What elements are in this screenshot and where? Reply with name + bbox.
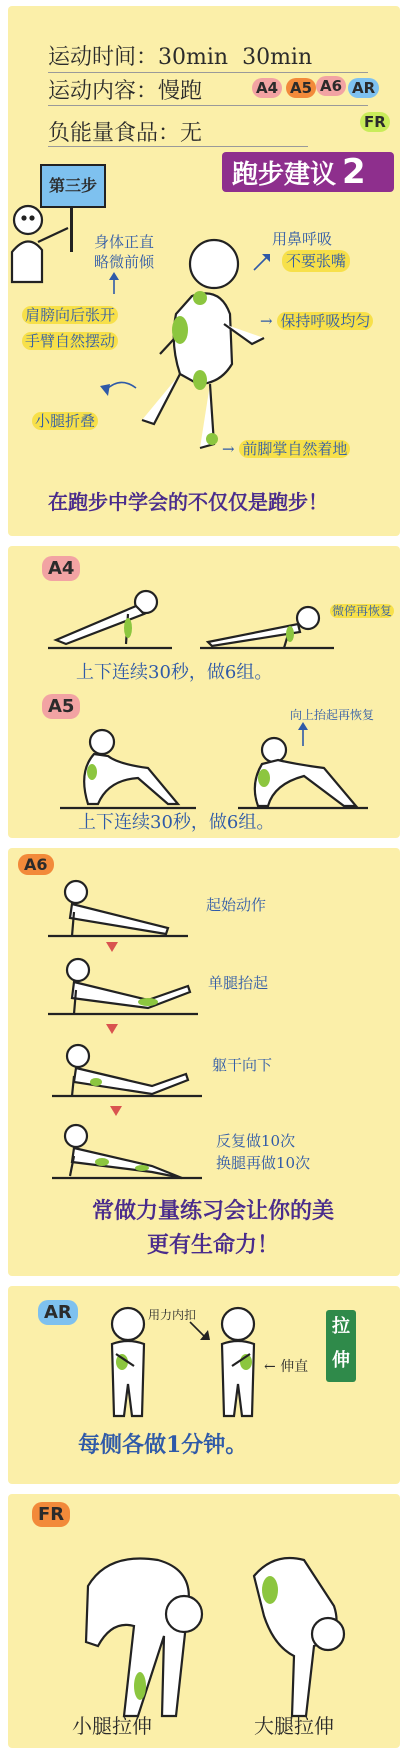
sign-pole [70,206,73,252]
shoulder-tip [22,302,118,354]
a5-code-chip: A5 [42,694,80,719]
ar-note-right [264,1356,308,1376]
fr-caption-left: 小腿拉伸 [72,1714,152,1738]
a6-step-2: 单腿抬起 [208,974,269,992]
fr-code-chip: FR [32,1502,70,1527]
stretch-tag-1: 拉 [332,1316,350,1337]
code-fr-chip: FR [360,112,390,132]
ar-panel [8,1286,400,1484]
a4-pushup-figure-1 [52,588,172,648]
time-value-2: 30min [242,45,313,70]
breathing-tip-line-1: 用鼻呼吸 [272,230,333,248]
fr-calf-stretch-figure [78,1546,208,1716]
a6-summary [48,1194,378,1262]
a6-panel [8,848,400,1276]
a5-note: 向上抬起再恢复 [290,708,375,722]
stretch-tag [326,1310,356,1382]
running-advice-panel [8,6,400,536]
a6-step-4a: 反复做10次 [216,1132,296,1150]
time-value-1: 30min [158,45,229,70]
a4-note-text: 微停再恢复 [332,604,393,618]
advice-title-banner [222,152,394,192]
code-a6-chip: A6 [316,76,346,96]
a4-code-chip: A4 [42,556,80,581]
a6-summary-line-2: 更有生命力！ [146,1232,279,1258]
posture-tip-line-1: 身体正直 [94,233,155,251]
shoulder-tip-line-2 [22,328,118,354]
breathing-tip [272,228,350,272]
advice-title: 跑步建议 [232,160,337,190]
ar-note-right-arrow: ← [264,1359,276,1375]
exercise-content-row [48,74,202,105]
code-ar-chip: AR [348,78,379,98]
step-sign-label: 第三步 [48,176,97,195]
a6-leg-raise-figure [48,956,198,1016]
fr-thigh-stretch-figure [234,1546,364,1716]
content-label: 运动内容： [48,79,159,104]
a6-step-1: 起始动作 [206,896,267,914]
posture-tip [94,232,154,272]
calf-tip-text: 小腿折叠 [32,412,98,430]
negative-food-row [48,116,202,147]
shoulder-tip-text-2: 手臂自然摆动 [22,332,118,350]
ar-note-right-text: 伸直 [280,1359,309,1375]
ruled-line [48,105,368,106]
food-label: 负能量食品： [48,121,181,146]
fr-panel [8,1494,400,1748]
ar-code-chip: AR [38,1300,78,1325]
advice-number: 2 [342,152,366,192]
a5-instruction: 上下连续30秒，做6组。 [78,812,275,833]
down-arrow-icon [106,1024,118,1034]
running-summary: 在跑步中学会的不仅仅是跑步！ [48,490,328,514]
down-arrow-icon [110,1106,122,1116]
code-a4-chip: A4 [252,78,282,98]
a4-a5-panel [8,546,400,838]
ar-figure-side [208,1304,268,1424]
posture-arrow-icon [108,272,128,296]
fr-caption-right: 大腿拉伸 [254,1714,334,1738]
exercise-time-row [48,40,312,71]
a6-step-4b: 换腿再做10次 [216,1154,311,1172]
a6-summary-line-1: 常做力量练习会让你的美 [91,1198,334,1224]
rhythm-tip-text: 保持呼吸均匀 [277,312,373,330]
stretch-tag-2: 伸 [332,1350,350,1371]
food-value: 无 [180,121,203,146]
a6-torso-down-figure [52,1038,202,1098]
code-a5-chip: A5 [286,78,316,98]
a6-start-figure [48,878,188,938]
rhythm-tip [260,310,373,331]
a6-repeat-figure [52,1118,202,1178]
a4-instruction: 上下连续30秒，做6组。 [76,662,273,683]
calf-arrow-icon [100,374,140,404]
foot-arrow: → [222,440,235,458]
foot-tip [222,438,350,459]
shoulder-tip-line-1 [22,302,118,328]
step-sign [40,164,106,208]
down-arrow-icon [106,942,118,952]
content-run: 慢跑 [158,79,203,104]
ruled-line [48,72,368,73]
ar-note-arrow-icon [188,1320,212,1342]
a5-up-arrow-icon [296,722,310,746]
a4-pushup-figure-2 [204,588,334,648]
foot-tip-text: 前脚掌自然着地 [239,440,350,458]
runner-figure [140,234,270,454]
a6-code-chip: A6 [18,854,54,875]
a5-bridge-figure-1 [68,728,188,808]
a4-note [330,602,394,619]
a6-step-4 [216,1130,310,1174]
rhythm-arrow: → [260,312,273,330]
posture-tip-line-2: 略微前倾 [94,253,155,271]
shoulder-tip-text-1: 肩膀向后张开 [22,306,118,324]
breathing-arrow-icon [252,252,272,272]
time-label: 运动时间： [48,45,159,70]
ar-note-left: 用力内扣 [148,1308,197,1322]
ar-instruction: 每侧各做1分钟。 [78,1432,248,1458]
breathing-tip-line-2: 不要张嘴 [282,250,350,272]
a6-step-3: 躯干向下 [212,1056,273,1074]
calf-tip [32,410,98,431]
